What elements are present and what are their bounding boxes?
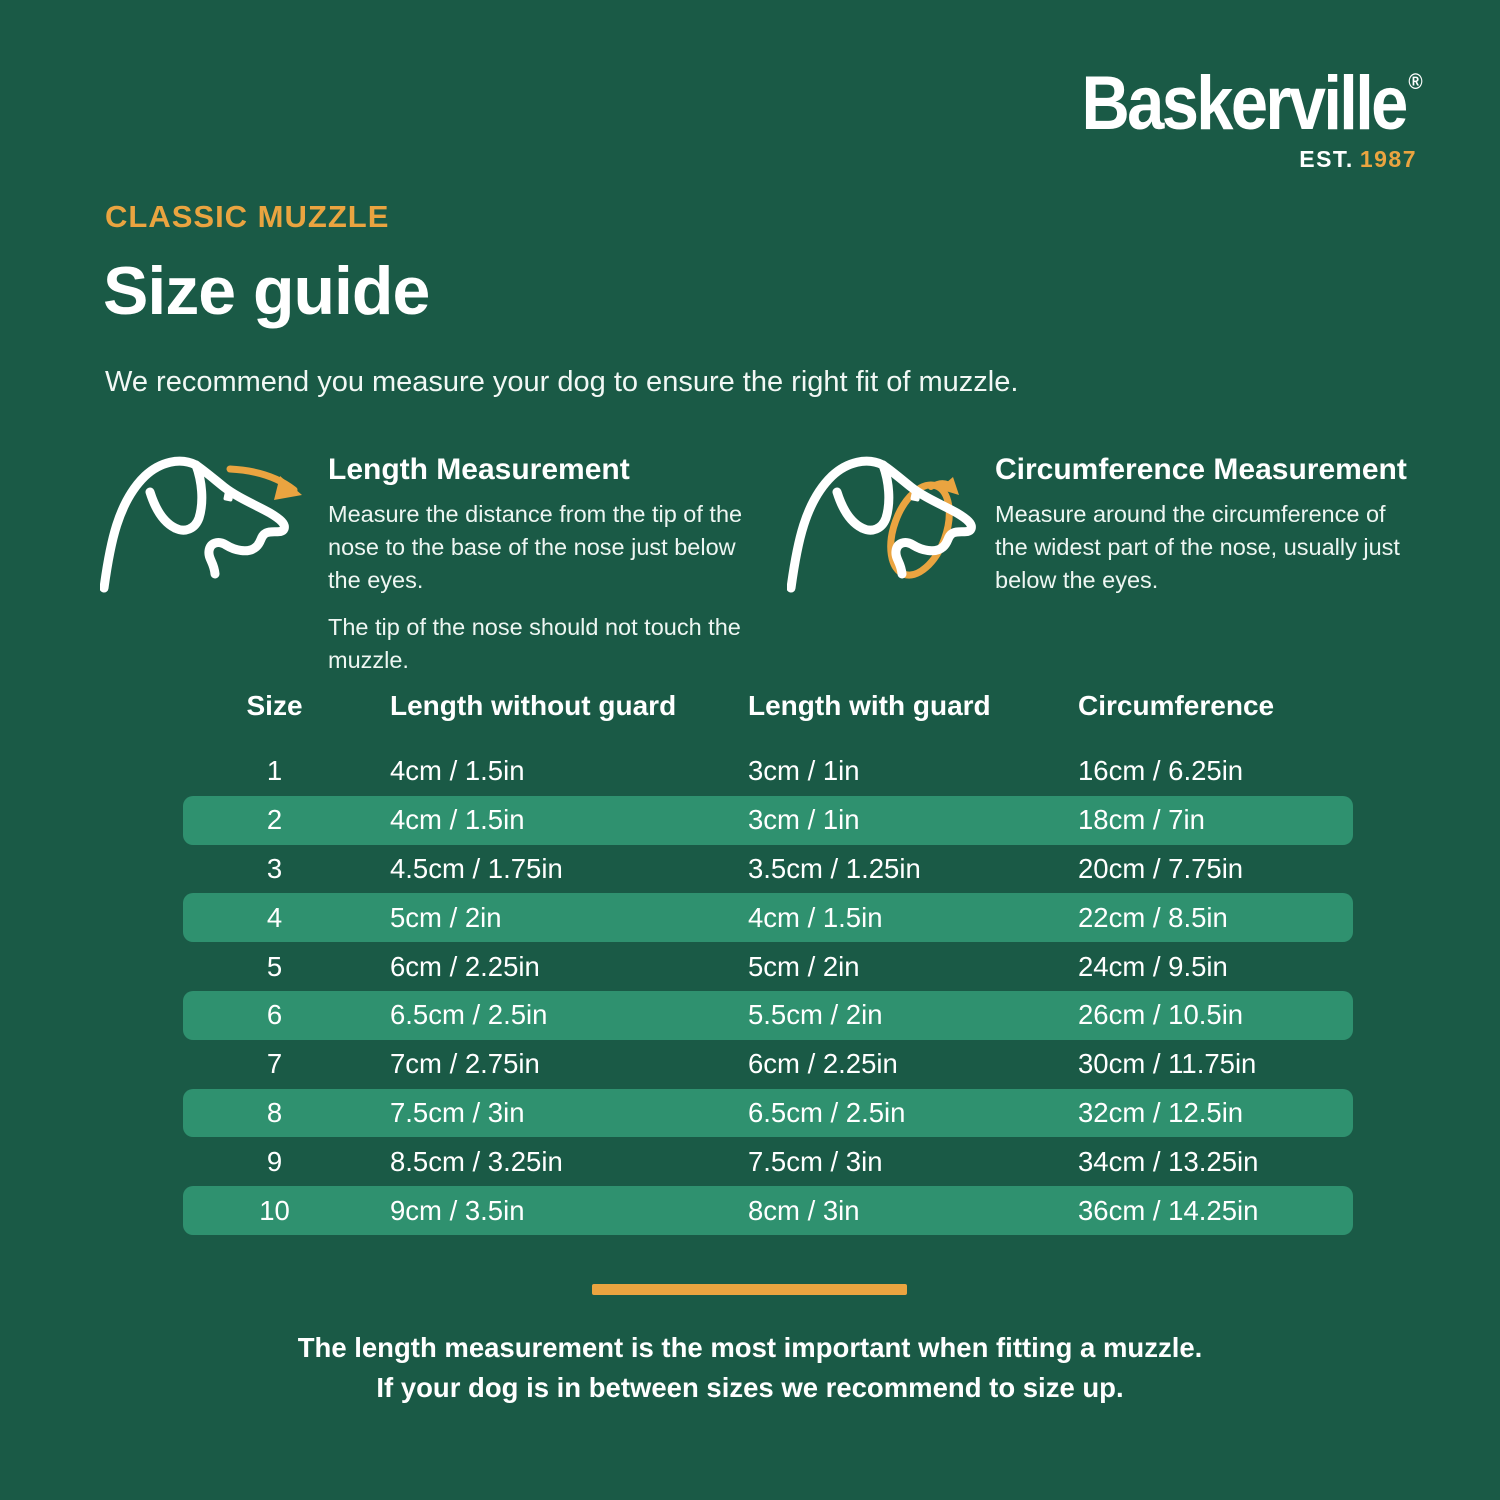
length-with-guard-cell: 3cm / 1in bbox=[748, 804, 860, 836]
text-line: below the eyes. bbox=[995, 567, 1159, 593]
length-without-guard-cell: 6cm / 2.25in bbox=[390, 950, 540, 982]
length-with-guard-cell: 3cm / 1in bbox=[748, 755, 860, 787]
registered-trademark-icon: ® bbox=[1408, 69, 1423, 94]
length-with-guard-cell: 6.5cm / 2.5in bbox=[748, 1096, 906, 1128]
size-cell: 1 bbox=[266, 755, 283, 787]
footer-line: If your dog is in between sizes we recommend to size up. bbox=[376, 1372, 1124, 1403]
circumference-cell: 32cm / 12.5in bbox=[1078, 1096, 1244, 1128]
length-without-guard-cell: 7.5cm / 3in bbox=[390, 1096, 525, 1128]
table-row bbox=[183, 991, 1353, 1040]
size-table bbox=[183, 690, 1353, 1226]
table-row bbox=[183, 845, 1353, 894]
brand-established bbox=[1035, 146, 1417, 173]
circumference-cell: 20cm / 7.75in bbox=[1078, 852, 1244, 884]
length-measurement-text bbox=[328, 455, 778, 677]
dog-ear-outline bbox=[837, 492, 862, 528]
column-header-circumference: Circumference bbox=[1078, 690, 1275, 721]
column-header-size: Size bbox=[246, 690, 303, 721]
text-line: muzzle. bbox=[328, 647, 409, 673]
table-body bbox=[183, 747, 1353, 1235]
brand-est-label: EST. bbox=[1299, 146, 1354, 172]
circumference-cell: 18cm / 7in bbox=[1078, 804, 1205, 836]
length-without-guard-cell: 6.5cm / 2.5in bbox=[390, 999, 548, 1031]
table-row bbox=[183, 1040, 1353, 1089]
table-row bbox=[183, 893, 1353, 942]
measurement-heading: Circumference Measurement bbox=[995, 453, 1407, 486]
text-line: Measure the distance from the tip of the bbox=[328, 501, 743, 527]
table-row bbox=[183, 1089, 1353, 1138]
text-line: Measure around the circumference of bbox=[995, 501, 1386, 527]
length-with-guard-cell: 5cm / 2in bbox=[748, 950, 860, 982]
circumference-cell: 36cm / 14.25in bbox=[1078, 1194, 1259, 1226]
size-cell: 10 bbox=[259, 1194, 290, 1226]
footer-note bbox=[0, 1328, 1500, 1408]
length-without-guard-cell: 5cm / 2in bbox=[390, 901, 502, 933]
length-without-guard-cell: 7cm / 2.75in bbox=[390, 1048, 540, 1080]
circumference-cell: 26cm / 10.5in bbox=[1078, 999, 1244, 1031]
size-cell: 3 bbox=[266, 852, 283, 884]
table-row bbox=[183, 747, 1353, 796]
length-without-guard-cell: 4.5cm / 1.75in bbox=[390, 852, 563, 884]
length-with-guard-cell: 6cm / 2.25in bbox=[748, 1048, 898, 1080]
brand-est-year: 1987 bbox=[1359, 146, 1417, 172]
measurement-paragraph bbox=[995, 498, 1445, 597]
brand-name: Baskerville bbox=[1081, 61, 1407, 146]
column-header-length-without-guard: Length without guard bbox=[390, 690, 677, 721]
size-cell: 4 bbox=[266, 901, 283, 933]
size-cell: 2 bbox=[266, 804, 283, 836]
measurement-paragraph bbox=[328, 498, 778, 597]
table-row bbox=[183, 796, 1353, 845]
circumference-cell: 16cm / 6.25in bbox=[1078, 755, 1244, 787]
length-with-guard-cell: 3.5cm / 1.25in bbox=[748, 852, 921, 884]
page-title: Size guide bbox=[103, 253, 430, 329]
column-header-length-with-guard: Length with guard bbox=[748, 690, 991, 721]
circumference-cell: 24cm / 9.5in bbox=[1078, 950, 1228, 982]
length-without-guard-cell: 4cm / 1.5in bbox=[390, 804, 525, 836]
gold-divider bbox=[592, 1284, 907, 1295]
product-name: CLASSIC MUZZLE bbox=[105, 199, 390, 234]
measurement-heading: Length Measurement bbox=[328, 453, 630, 486]
length-with-guard-cell: 5.5cm / 2in bbox=[748, 999, 883, 1031]
size-cell: 9 bbox=[266, 1145, 283, 1177]
size-cell: 6 bbox=[266, 999, 283, 1031]
length-with-guard-cell: 4cm / 1.5in bbox=[748, 901, 883, 933]
measurement-paragraph bbox=[328, 611, 778, 677]
circumference-cell: 34cm / 13.25in bbox=[1078, 1145, 1259, 1177]
dog-ear-outline bbox=[150, 492, 175, 528]
length-without-guard-cell: 8.5cm / 3.25in bbox=[390, 1145, 563, 1177]
table-row bbox=[183, 1137, 1353, 1186]
footer-line: The length measurement is the most important when fitting a muzzle. bbox=[297, 1332, 1203, 1363]
size-cell: 8 bbox=[266, 1096, 283, 1128]
dog-eye bbox=[223, 491, 234, 502]
dog-ear-outline bbox=[175, 465, 202, 530]
brand-logo bbox=[1035, 61, 1423, 173]
dog-head-circumference-loop-icon bbox=[787, 452, 992, 617]
size-cell: 5 bbox=[266, 950, 283, 982]
table-row bbox=[183, 1186, 1353, 1235]
text-line: the widest part of the nose, usually just bbox=[995, 534, 1400, 560]
circumference-cell: 30cm / 11.75in bbox=[1078, 1048, 1257, 1080]
circumference-measurement-text bbox=[995, 455, 1445, 597]
length-with-guard-cell: 7.5cm / 3in bbox=[748, 1145, 883, 1177]
table-row bbox=[183, 942, 1353, 991]
circumference-cell: 22cm / 8.5in bbox=[1078, 901, 1228, 933]
length-without-guard-cell: 4cm / 1.5in bbox=[390, 755, 525, 787]
text-line: the eyes. bbox=[328, 567, 424, 593]
text-line: nose to the base of the nose just below bbox=[328, 534, 736, 560]
dog-eye bbox=[910, 491, 921, 502]
page-subtitle: We recommend you measure your dog to ensure the right fit of muzzle. bbox=[105, 366, 1019, 398]
length-without-guard-cell: 9cm / 3.5in bbox=[390, 1194, 525, 1226]
dog-ear-outline bbox=[862, 465, 889, 530]
dog-head-length-arrow-icon bbox=[100, 452, 315, 602]
text-line: The tip of the nose should not touch the bbox=[328, 614, 741, 640]
length-with-guard-cell: 8cm / 3in bbox=[748, 1194, 860, 1226]
size-cell: 7 bbox=[266, 1048, 283, 1080]
table-header-row bbox=[183, 690, 1353, 730]
